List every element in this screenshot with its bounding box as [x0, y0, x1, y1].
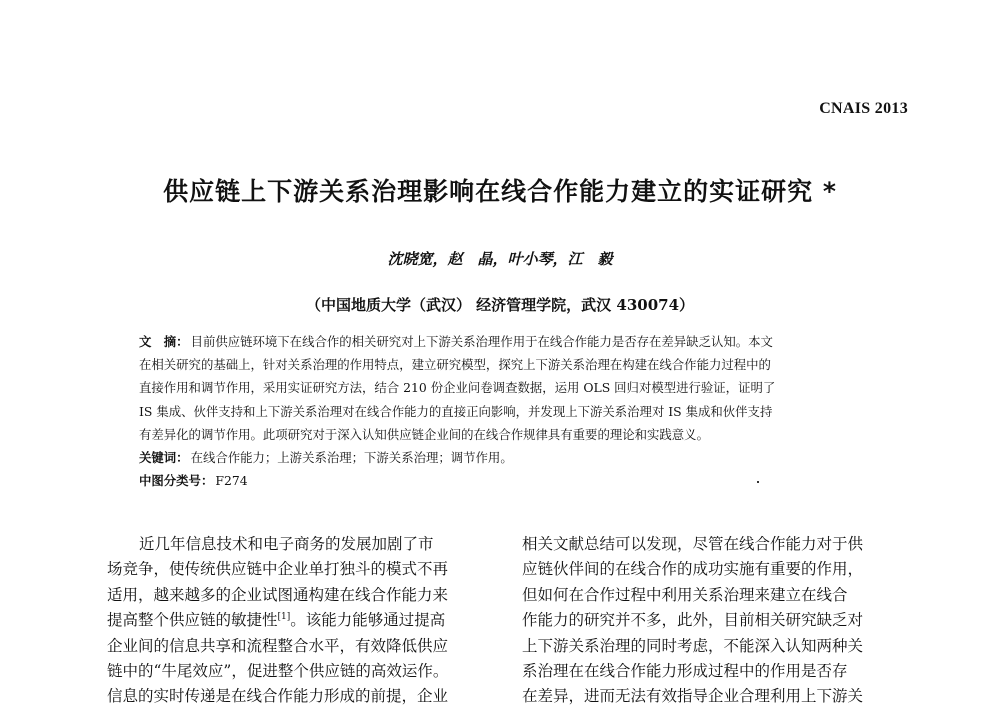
body-line: 作能力的研究并不多，此外，目前相关研究缺乏对: [522, 611, 864, 630]
body-line: [107, 608, 499, 633]
body-line: 上下游关系治理的同时考虑，不能深入认知两种关: [522, 636, 864, 655]
classification-label: 中图分类号：: [139, 473, 214, 489]
abstract-line: 在相关研究的基础上，针对关系治理的作用特点，建立研究模型，探究上下游关系治理在构建在线合作能力过程中的: [139, 357, 771, 373]
body-line: 场竞争，使传统供应链中企业单打独斗的模式不再: [107, 560, 449, 579]
body-line: 适用，越来越多的企业试图通构建在线合作能力来: [107, 585, 449, 604]
classification-text: F274: [215, 473, 248, 489]
body-line: 相关文献总结可以发现，尽管在线合作能力对于供: [522, 535, 864, 553]
keywords-text: 在线合作能力；上游关系治理；下游关系治理；调节作用。: [190, 449, 513, 465]
paper-title: 供应链上下游关系治理影响在线合作能力建立的实证研究 *: [163, 177, 837, 206]
body-line: 系治理在在线合作能力形成过程中的作用是否存: [522, 661, 848, 680]
body-line: 近几年信息技术和电子商务的发展加剧了市: [139, 535, 434, 553]
body-column-right: [522, 532, 914, 710]
body-text: 提高整个供应链的敏捷性: [107, 611, 278, 630]
abstract-line: 有差异化的调节作用。此项研究对于深入认知供应链企业间的在线合作规律具有重要的理论和实践意义。: [139, 426, 709, 442]
body-line: 链中的“牛尾效应”，促进整个供应链的高效运作。: [107, 661, 449, 680]
abstract-line: 直接作用和调节作用，采用实证研究方法，结合 210 份企业问卷调查数据，运用 OLS 回归对模型进行验证，证明了: [139, 380, 776, 396]
author-list: 沈晓宽，赵 晶，叶小琴，江 毅: [387, 250, 613, 268]
body-line: 但如何在合作过程中利用关系治理来建立在线合: [522, 585, 848, 604]
body-line: 信息的实时传递是在线合作能力形成的前提，企业: [107, 687, 449, 706]
body-line: 企业间的信息共享和流程整合水平，有效降低供应: [107, 636, 449, 655]
author-affiliation: （中国地质大学（武汉） 经济管理学院，武汉 430074）: [305, 296, 695, 314]
citation-ref: [1]: [277, 612, 291, 623]
scan-speck: [757, 481, 759, 483]
body-text: 。该能力能够通过提高: [290, 611, 446, 630]
keywords-line: [139, 446, 879, 469]
abstract-label: 文 摘：: [139, 334, 189, 349]
abstract-text: 目前供应链环境下在线合作的相关研究对上下游关系治理作用于在线合作能力是否存在差异缺乏认知。本文: [190, 334, 773, 349]
body-line: 在差异，进而无法有效指导企业合理利用上下游关: [522, 687, 864, 706]
abstract-line: [139, 330, 879, 353]
body-line: 应链伙伴间的在线合作的成功实施有重要的作用，: [522, 560, 864, 579]
abstract-block: [139, 330, 879, 492]
classification-line: [139, 469, 879, 492]
body-column-left: [107, 532, 499, 710]
abstract-line: IS 集成、伙伴支持和上下游关系治理对在线合作能力的直接正向影响，并发现上下游关系治理对 IS 集成和伙伴支持: [139, 403, 773, 419]
keywords-label: 关键词：: [139, 449, 189, 465]
conference-tag: CNAIS 2013: [819, 100, 908, 117]
